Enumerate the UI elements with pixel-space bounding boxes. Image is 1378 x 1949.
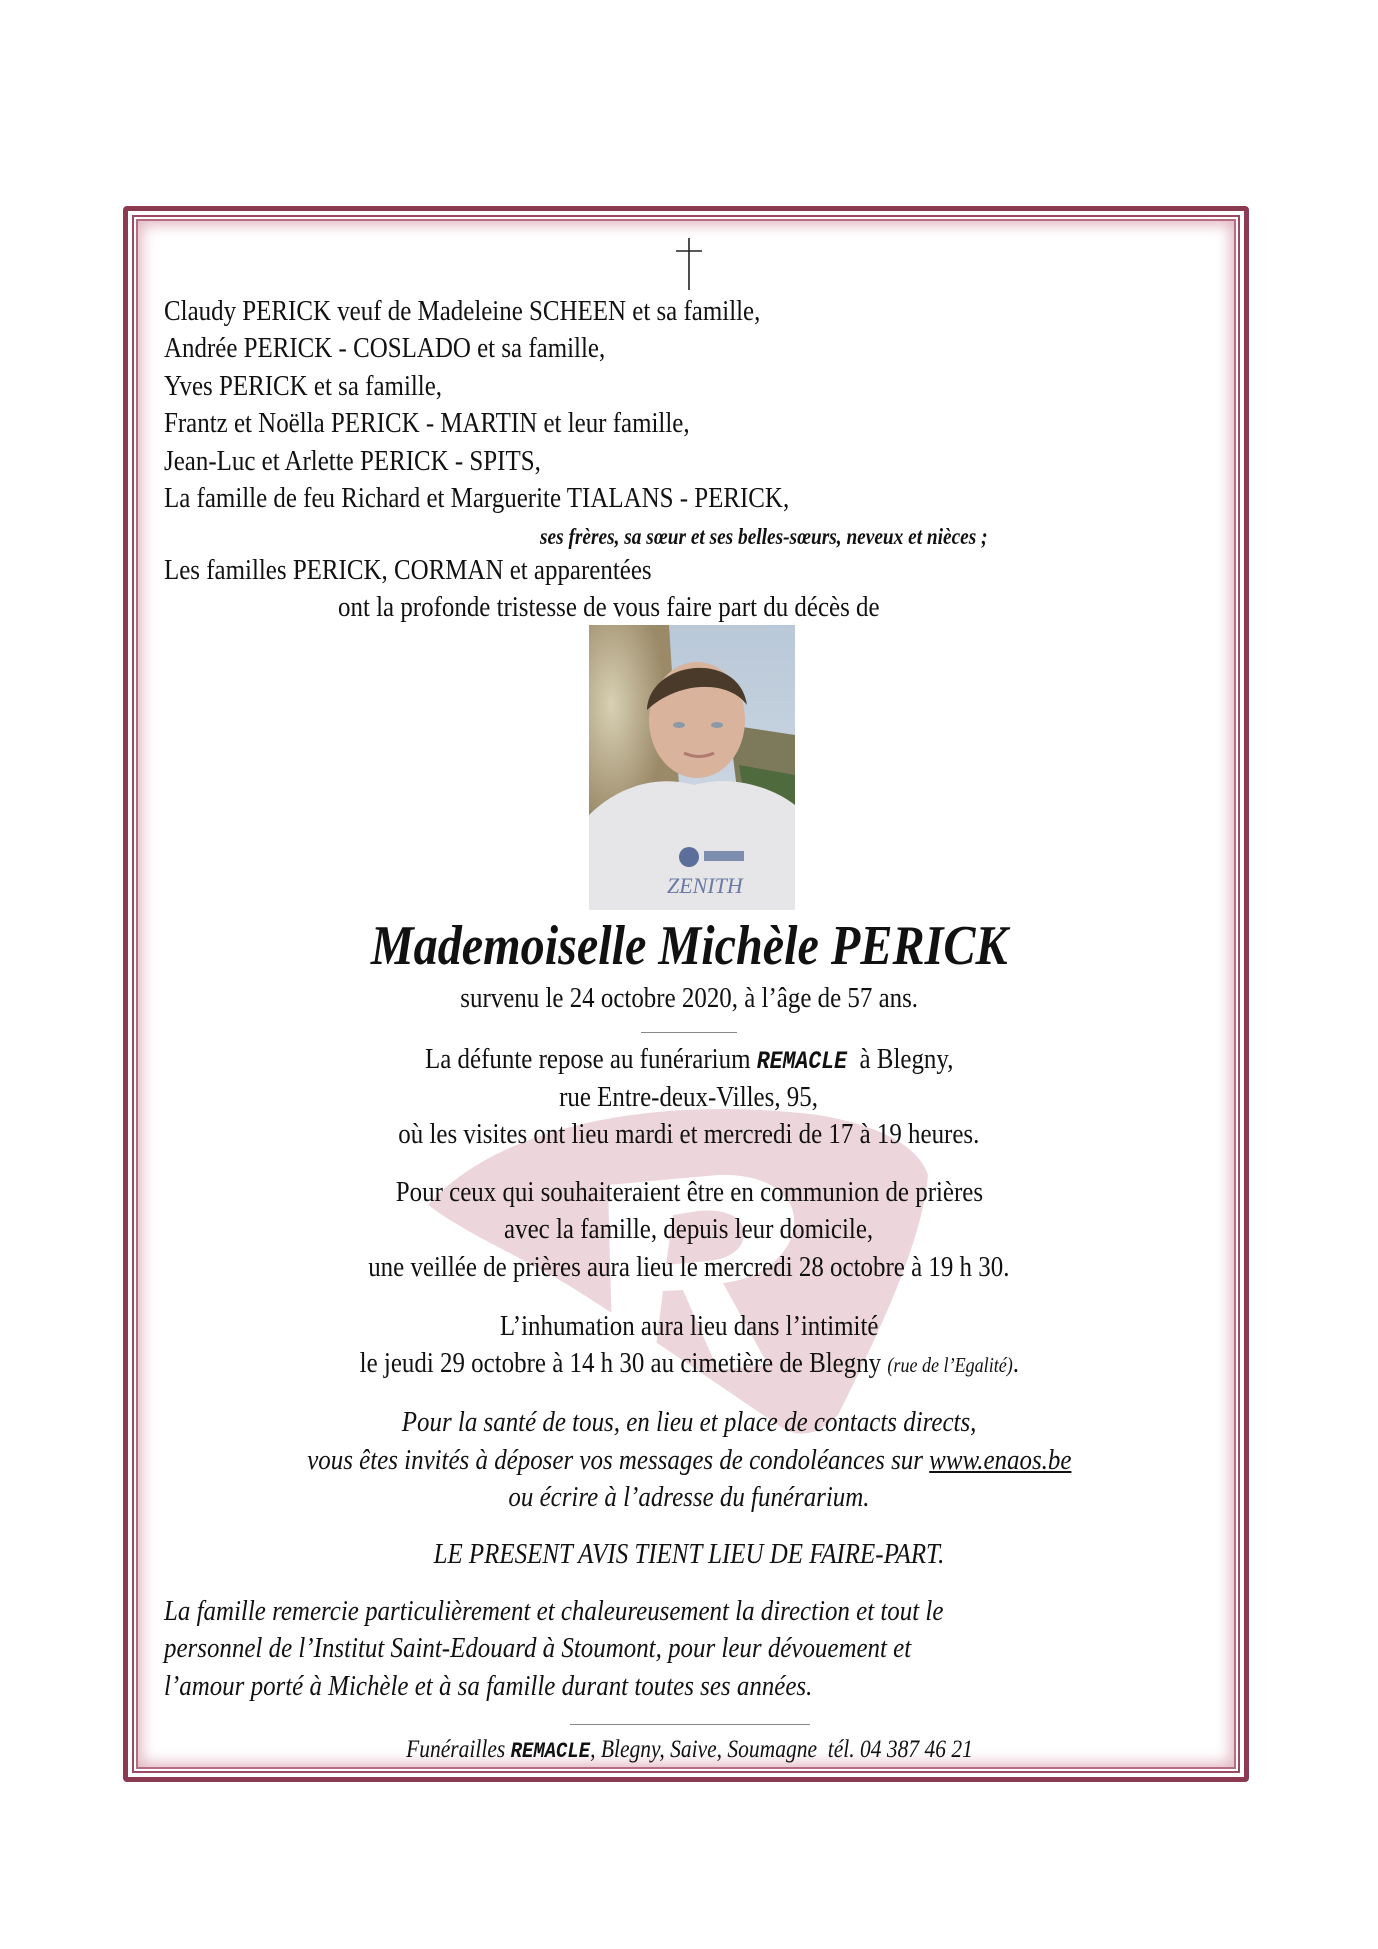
death-info-wrapper — [0, 984, 1378, 1013]
burial-details: le jeudi 29 octobre à 14 h 30 au cimetière de Blegny — [359, 1347, 888, 1379]
condolences-line-3: ou écrire à l’adresse du funérarium. — [508, 1481, 870, 1513]
prayers-line-3-wrapper — [0, 1253, 1378, 1282]
condolences-line-2 — [0, 1446, 1378, 1475]
shirt-text: ZENITH — [667, 873, 743, 898]
footer — [0, 1737, 1378, 1763]
deceased-name-wrapper — [0, 915, 1378, 977]
footer-prefix: Funérailles — [405, 1736, 511, 1763]
portrait-image — [589, 625, 795, 910]
family-line: Frantz et Noëlla PERICK - MARTIN et leur famille, — [164, 407, 690, 439]
condolences-text: vous êtes invités à déposer vos messages de condoléances sur — [306, 1444, 929, 1476]
enaos-link[interactable]: www.enaos.be — [928, 1444, 1072, 1476]
footer-brand: REMACLE — [510, 1739, 590, 1764]
prayers-line-2: avec la famille, depuis leur domicile, — [504, 1213, 874, 1245]
footer-rule — [570, 1724, 810, 1725]
prayers-line-3: une veillée de prières aura lieu le mercredi 28 octobre à 19 h 30. — [368, 1251, 1010, 1283]
prayers-line-2-wrapper — [0, 1215, 1378, 1244]
notice-wrapper — [0, 1540, 1378, 1569]
condolences-line-1: Pour la santé de tous, en lieu et place de contacts directs, — [401, 1406, 977, 1438]
deceased-name: Mademoiselle Michèle PERICK — [370, 915, 1008, 977]
funerarium-brand: REMACLE — [756, 1047, 847, 1076]
prayers-line-1-wrapper — [0, 1178, 1378, 1207]
prayers-line-1: Pour ceux qui souhaiteraient être en communion de prières — [395, 1176, 983, 1208]
funerarium-line-2-wrapper — [0, 1083, 1378, 1112]
notice-text: LE PRESENT AVIS TIENT LIEU DE FAIRE-PART. — [433, 1538, 945, 1570]
family-line: Andrée PERICK - COSLADO et sa famille, — [164, 332, 606, 364]
family-line: Yves PERICK et sa famille, — [164, 370, 443, 402]
thanks-line: La famille remercie particulièrement et chaleureusement la direction et tout le — [164, 1595, 944, 1627]
funerarium-address: rue Entre-deux-Villes, 95, — [559, 1081, 819, 1113]
cross-icon — [672, 236, 706, 292]
deceased-photo — [589, 625, 795, 910]
funerarium-line-3-wrapper — [0, 1120, 1378, 1149]
burial-line-1: L’inhumation aura lieu dans l’intimité — [499, 1310, 879, 1342]
announcement-text: ont la profonde tristesse de vous faire part du décès de — [338, 591, 880, 623]
divider-rule — [641, 1032, 737, 1033]
burial-line-2 — [0, 1349, 1378, 1378]
family-line: Jean-Luc et Arlette PERICK - SPITS, — [164, 445, 541, 477]
death-info: survenu le 24 octobre 2020, à l’âge de 57 ans. — [460, 982, 918, 1014]
visit-hours: où les visites ont lieu mardi et mercredi de 17 à 19 heures. — [398, 1118, 980, 1150]
relation-note: ses frères, sa sœur et ses belles-sœurs, neveux et nièces ; — [540, 524, 988, 549]
family-line: La famille de feu Richard et Marguerite TIALANS - PERICK, — [164, 482, 790, 514]
burial-line-1-wrapper — [0, 1312, 1378, 1341]
funerarium-location: à Blegny, — [846, 1043, 954, 1075]
funerarium-prefix: La défunte repose au funérarium — [424, 1043, 757, 1075]
thanks-line: personnel de l’Institut Saint-Edouard à Stoumont, pour leur dévouement et — [164, 1632, 912, 1664]
family-line: Claudy PERICK veuf de Madeleine SCHEEN et sa famille, — [164, 295, 761, 327]
burial-period: . — [1012, 1347, 1019, 1379]
footer-contact: , Blegny, Saive, Soumagne tél. 04 387 46 21 — [589, 1736, 973, 1763]
condolences-line-1-wrapper — [0, 1408, 1378, 1437]
thanks-line: l’amour porté à Michèle et à sa famille durant toutes ses années. — [164, 1670, 813, 1702]
condolences-line-3-wrapper — [0, 1483, 1378, 1512]
other-families: Les familles PERICK, CORMAN et apparentées — [164, 554, 652, 586]
burial-street-note: (rue de l’Egalité) — [887, 1353, 1013, 1377]
funerarium-line-1 — [0, 1045, 1378, 1074]
